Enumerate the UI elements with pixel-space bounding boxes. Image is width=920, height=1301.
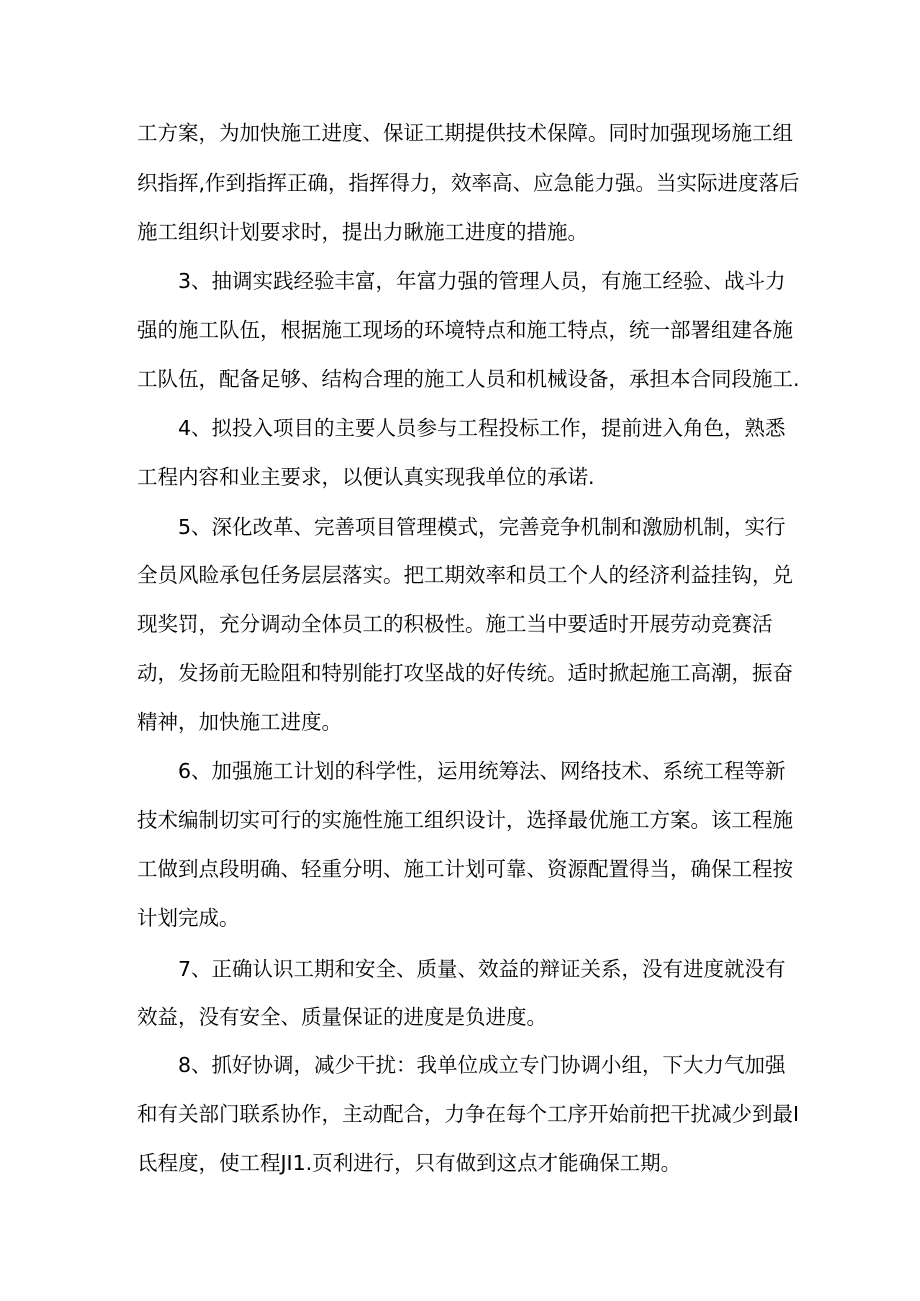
paragraph-0-line-2: 施工组织计划要求时，提出力瞅施工进度的措施。 (137, 220, 588, 244)
paragraph-3-line-0: 5、深化改革、完善项目管理模式，完善竞争机制和激励机制，实行 (178, 515, 786, 539)
paragraph-1-line-1: 强的施工队伍，根据施工现场的环境特点和施工特点，统一部署组建各施 (137, 318, 793, 342)
paragraph-3-line-1: 全员风睑承包任务层层落实。把工期效率和员工个人的经济利益挂钩，兑 (137, 563, 793, 587)
paragraph-4-line-3: 计划完成。 (137, 906, 240, 930)
paragraph-4-line-2: 工做到点段明确、轻重分明、施工计划可靠、资源配置得当，确保工程按 (137, 857, 793, 881)
paragraph-5-line-0: 7、正确认识工期和安全、质量、效益的辩证关系，没有进度就没有 (178, 957, 786, 981)
paragraph-2-line-0: 4、拟投入项目的主要人员参与工程投标工作，提前进入角色，熟悉 (178, 416, 786, 440)
paragraph-1-line-0: 3、抽调实践经验丰富，年富力强的管理人员，有施工经验、战斗力 (178, 269, 786, 293)
paragraph-0-line-0: 工方案，为加快施工进度、保证工期提供技术保障。同时加强现场施工组 (137, 121, 793, 145)
paragraph-4-line-0: 6、加强施工计划的科学性，运用统筹法、网络技术、系统工程等新 (178, 759, 786, 783)
paragraph-5-line-1: 效益，没有安全、质量保证的进度是负进度。 (137, 1005, 547, 1029)
paragraph-6-line-0: 8、抓好协调，减少干扰：我单位成立专门协调小组，下大力气加强 (178, 1053, 786, 1077)
paragraph-6-line-1: 和有关部门联系协作，主动配合，力争在每个工序开始前把干扰减少到最I (137, 1102, 800, 1126)
paragraph-3-line-2: 现奖罚，充分调动全体员工的积极性。施工当中要适时开展劳动竞赛活 (137, 612, 773, 636)
paragraph-6-line-2: 氐程度，使工程JI1.页利进行，只有做到这点才能确保工期。 (137, 1151, 682, 1175)
paragraph-1-line-2: 工队伍，配备足够、结构合理的施工人员和机械设备，承担本合同段施工. (137, 367, 800, 391)
paragraph-2-line-1: 工程内容和业主要求，以便认真实现我单位的承诺. (137, 465, 595, 489)
paragraph-4-line-1: 技术编制切实可行的实施性施工组织设计，选择最优施工方案。该工程施 (137, 808, 793, 832)
paragraph-0-line-1: 织指挥,作到指挥正确，指挥得力，效率高、应急能力强。当实际进度落后 (137, 171, 800, 195)
paragraph-3-line-3: 动，发扬前无睑阻和特别能打攻坚战的好传统。适时掀起施工高潮，振奋 (137, 661, 793, 685)
paragraph-3-line-4: 精神，加快施工进度。 (137, 710, 342, 734)
